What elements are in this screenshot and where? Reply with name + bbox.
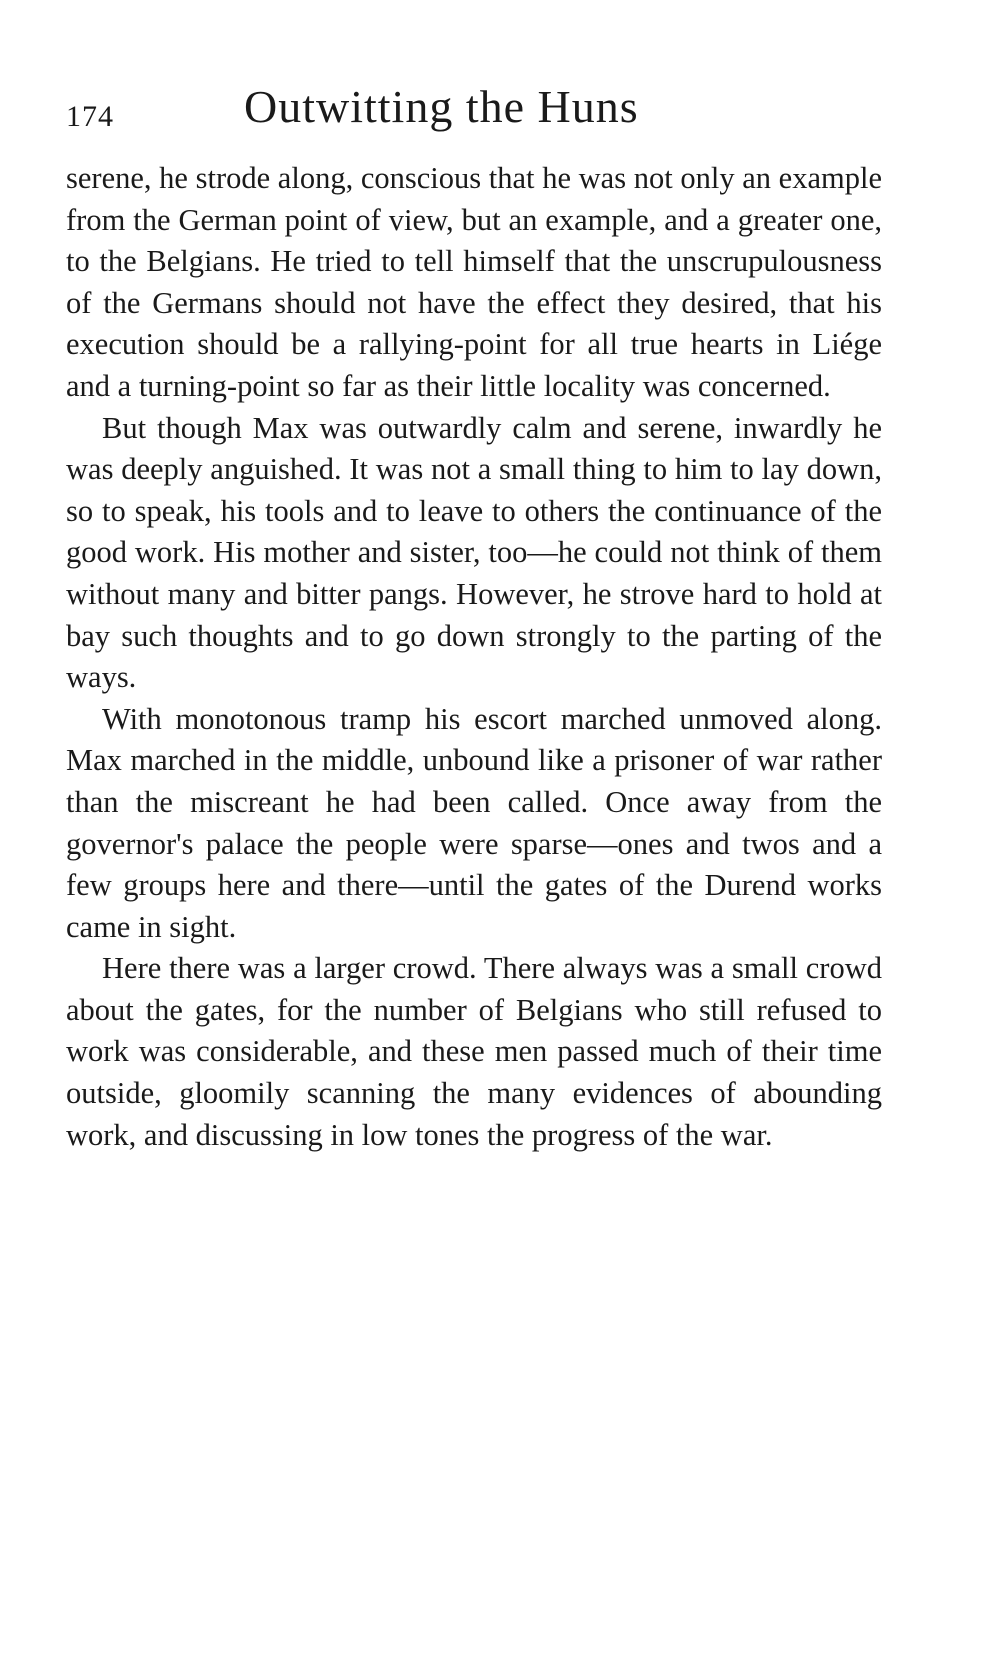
paragraph-1: serene, he strode along, conscious that he was not only an example from the German point of view, but an example, and a greater one, to the Belgians. He tried to tell himself that the unscrupulousness of the Germans should not have the effect they desired, that his execution should be a rallying-point for all true hearts in Liége and a turning-point so far as their little locality was concerned.	[66, 161, 882, 403]
running-head	[66, 80, 882, 140]
book-page	[66, 80, 882, 1156]
running-title: Outwitting the Huns	[244, 81, 639, 132]
body-text	[66, 158, 882, 1156]
paragraph-3: With monotonous tramp his escort marched unmoved along. Max marched in the middle, unbound like a prisoner of war rather than the miscreant he had been called. Once away from the governor's palace the people were sparse—ones and twos and a few groups here and there—until the gates of the Durend works came in sight.	[66, 701, 882, 944]
paragraph-4: Here there was a larger crowd. There always was a small crowd about the gates, for the number of Belgians who still refused to work was considerable, and these men passed much of their time outside, gloomily scanning the many evidences of abounding work, and discussing in low tones the progress of the war.	[66, 951, 882, 1152]
page-number: 174	[66, 100, 114, 133]
paragraph-2: But though Max was outwardly calm and serene, inwardly he was deeply anguished. It was not a small thing to him to lay down, so to speak, his tools and to leave to others the continuance of the good work. His mother and sister, too—he could not think of them without many and bitter pangs. However, he strove hard to hold at bay such thoughts and to go down strongly to the parting of the ways.	[66, 410, 882, 695]
